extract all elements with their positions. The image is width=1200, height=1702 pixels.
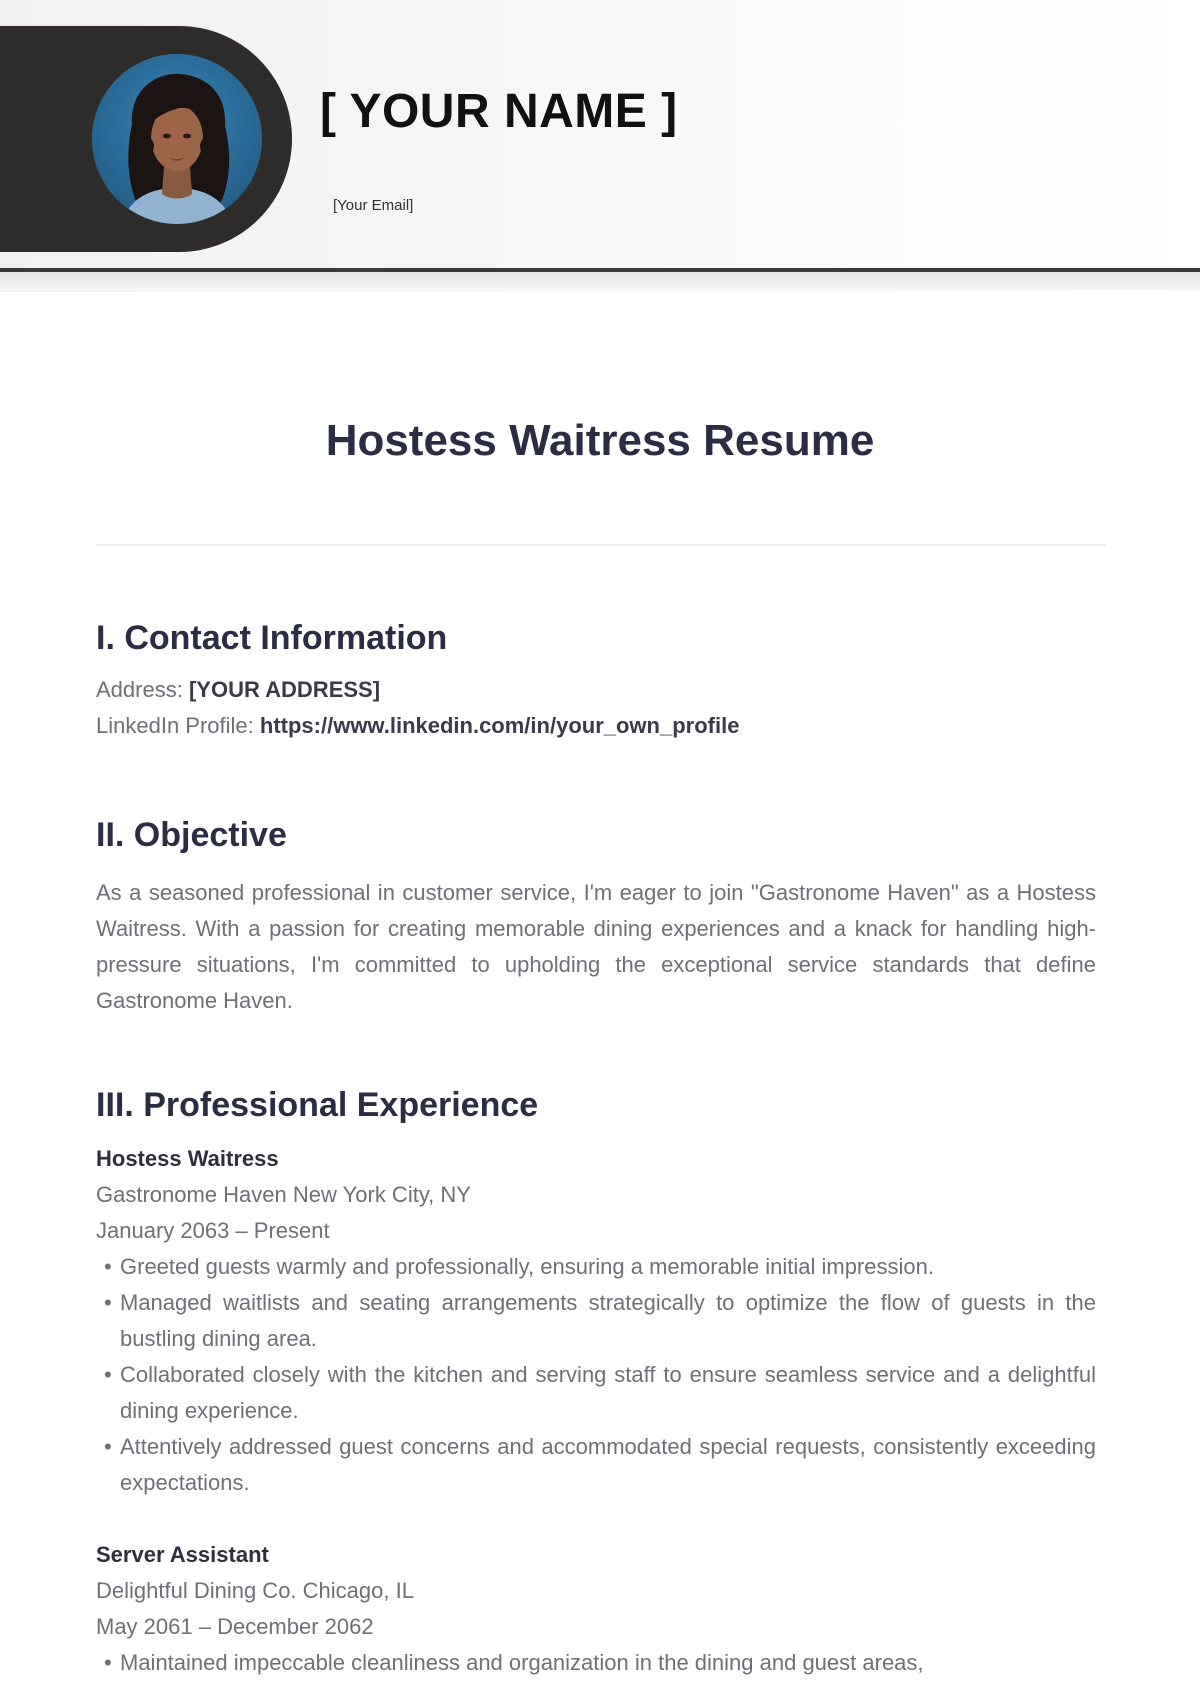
job-bullets xyxy=(96,1645,1096,1681)
job-bullet: • Maintained impeccable cleanliness and organization in the dining and guest areas, xyxy=(96,1645,1096,1681)
candidate-name: [ YOUR NAME ] xyxy=(320,85,678,138)
objective-heading: II. Objective xyxy=(96,816,287,854)
objective-text: As a seasoned professional in customer service, I'm eager to join "Gastronome Haven" as a Hostess Waitress. With a passion for creating memorable dining experiences and a knack for handling high-pressure situations, I'm committed to upholding the exceptional service standards that define Gastronome Haven. xyxy=(96,880,1096,1013)
job-bullet: • Managed waitlists and seating arrangements strategically to optimize the flow of guests in the bustling dining area. xyxy=(96,1285,1096,1357)
job-bullets xyxy=(96,1249,1096,1501)
linkedin-label: LinkedIn Profile: xyxy=(96,713,254,738)
job-bullet: • Greeted guests warmly and professionally, ensuring a memorable initial impression. xyxy=(96,1249,1096,1285)
portrait-photo xyxy=(92,54,262,224)
job-bullet: • Attentively addressed guest concerns and accommodated special requests, consistently exceeding expectations. xyxy=(96,1429,1096,1501)
job-dates: May 2061 – December 2062 xyxy=(96,1614,374,1639)
contact-heading: I. Contact Information xyxy=(96,619,448,657)
address-label: Address: xyxy=(96,677,183,702)
experience-heading: III. Professional Experience xyxy=(96,1086,539,1124)
experience-section xyxy=(96,1085,1096,1681)
address-value: [YOUR ADDRESS] xyxy=(188,677,381,702)
address-line xyxy=(96,672,1096,708)
job-company: Delightful Dining Co. Chicago, IL xyxy=(96,1578,414,1603)
linkedin-line xyxy=(96,708,1096,744)
title-divider xyxy=(96,544,1106,546)
job-entry xyxy=(96,1141,1096,1501)
objective-section xyxy=(96,815,1096,1019)
job-title: Server Assistant xyxy=(96,1542,269,1567)
header-shadow xyxy=(0,272,1200,290)
document-title: Hostess Waitress Resume xyxy=(325,416,875,465)
job-company: Gastronome Haven New York City, NY xyxy=(96,1182,471,1207)
job-bullet: • Collaborated closely with the kitchen and serving staff to ensure seamless service and a delightful dining experience. xyxy=(96,1357,1096,1429)
job-title: Hostess Waitress xyxy=(96,1146,279,1171)
job-entry xyxy=(96,1537,1096,1681)
candidate-email: [Your Email] xyxy=(333,197,414,214)
avatar xyxy=(92,54,262,224)
contact-section xyxy=(96,618,1096,744)
job-dates: January 2063 – Present xyxy=(96,1218,330,1243)
linkedin-value: https://www.linkedin.com/in/your_own_profile xyxy=(259,713,740,738)
